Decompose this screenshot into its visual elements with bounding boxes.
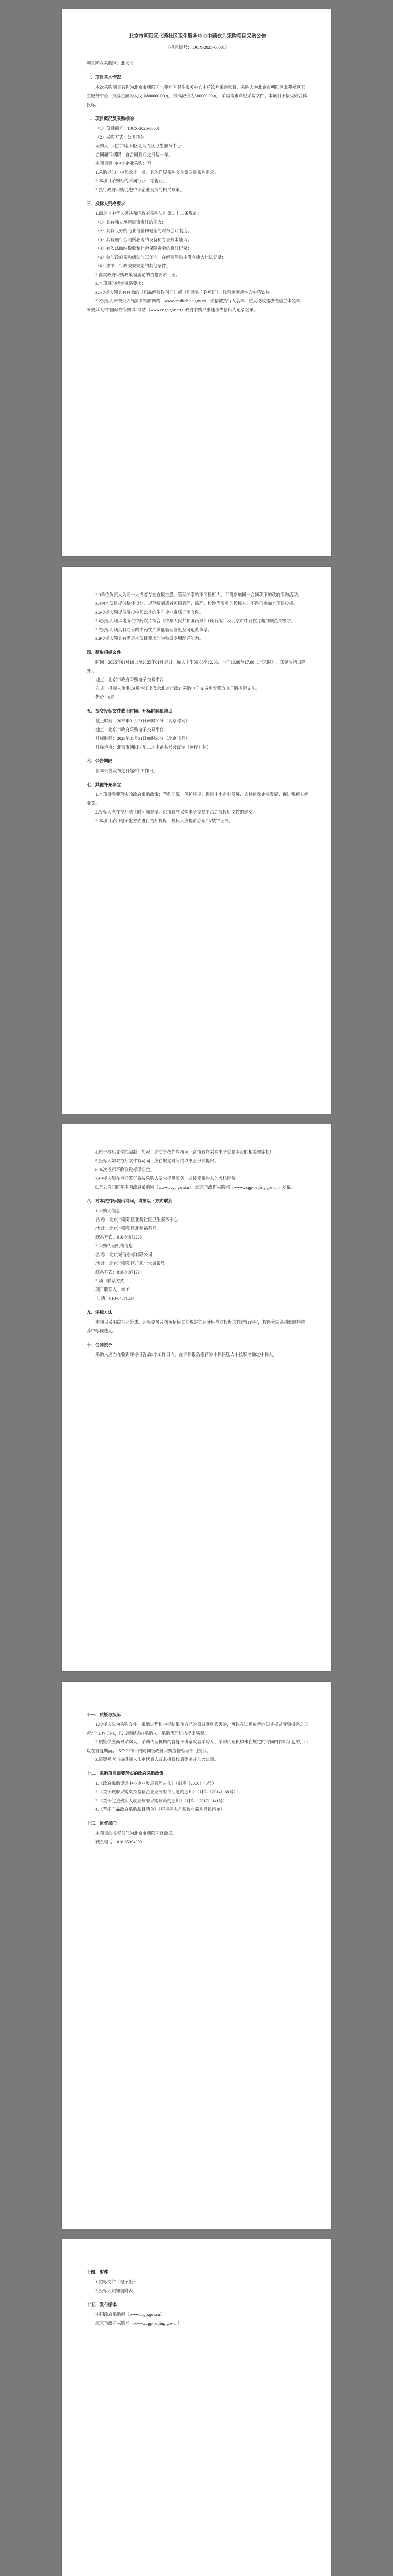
paragraph: 2.投标人应在投标截止时间前登录北京市政府采购电子交易平台完成投标文件的递交。 (95, 810, 257, 815)
section-heading: 五、提交投标文件截止时间、开标时间和地点 (87, 709, 172, 714)
paragraph: 1.满足《中华人民共和国政府采购法》第二十二条规定； (95, 211, 202, 216)
paragraph: 采购人：北京市朝阳区北苑社区卫生服务中心 (95, 144, 181, 148)
section-heading: 二、项目概况及采购标的 (87, 116, 134, 121)
paragraph: 7.中标人须在合同签订后按采购人要求提供服务，并接受采购人的考核评价。 (95, 1176, 240, 1181)
paragraph: 4.《节能产品政府采购品目清单》《环境标志产品政府采购品目清单》 (95, 1807, 225, 1812)
paragraph: （4）有依法缴纳税收和社会保障资金的良好记录； (95, 246, 192, 251)
paragraph: 1.投标人认为采购文件、采购过程和中标结果使自己的权益受到损害的，可以在知道或者应知其权益受到损害之日起7个工作日内，以书面形式向采购人、采购代理机构提出质疑。 (87, 1722, 308, 1736)
paragraph: 3.8投标人须具有满足本项目要求的冷链或专用配送能力。 (95, 636, 204, 641)
section-heading: 十、合同授予 (87, 1343, 112, 1347)
paragraph: 6.本次招标不收取投标保证金。 (95, 1167, 155, 1172)
paragraph: 3.本项目的特定资格要求： (95, 281, 146, 286)
section-heading: 十一、质疑与投诉 (87, 1713, 121, 1717)
paragraph: 开标时间：2025年01月31日09时30分（北京时间） (95, 736, 190, 741)
paragraph: 项目联系人：李工 (95, 1287, 130, 1292)
document-page-3 (62, 1124, 331, 1671)
paragraph: 地点：北京市政府采购电子交易平台 (95, 677, 164, 682)
section-heading: 十二、采购项目需要落实的政府采购政策 (87, 1771, 164, 1776)
paragraph: 5.投标人如对招标文件有疑问，应在规定时间内以书面形式提出。 (95, 1159, 219, 1163)
page-4-content (87, 1710, 308, 1846)
document-page-2 (62, 567, 331, 1114)
paragraph: （6）法律、行政法规规定的其他条件。 (95, 264, 171, 268)
paragraph: 合同履行期限：自合同签订之日起一年。 (95, 152, 173, 157)
document-subtitle: （招标编号：TJCX-2025-00001） (166, 45, 230, 50)
paragraph: 1.招标文件（电子版） (95, 2280, 137, 2284)
paragraph: 截止时间：2025年01月31日09时30分（北京时间） (95, 719, 190, 723)
paragraph: 联系方式：010-84871234 (95, 1270, 142, 1275)
paragraph: 采购人应当在收到评标报告后5个工作日内，在评标报告推荐的中标候选人中按顺序确定中标人。 (95, 1352, 277, 1357)
paragraph: 3.质疑函应当由投标人法定代表人或其授权代表签字并加盖公章。 (95, 1757, 219, 1762)
paragraph: 3.7投标人须具有完善的中药饮片质量管理制度及可追溯体系。 (95, 628, 212, 632)
paragraph: 3.4为本项目提供整体设计、规范编制或者项目管理、监理、检测等服务的投标人，不得再参加本项目投标。 (95, 601, 298, 606)
paragraph: 2.《关于政府采购支持监狱企业发展有关问题的通知》（财库〔2014〕68号） (95, 1790, 238, 1794)
page-2-content (87, 590, 308, 825)
section-heading: 六、公告期限 (87, 759, 112, 764)
section-heading: 四、获取招标文件 (87, 650, 121, 655)
paragraph: 3.2投标人未被列入“信用中国”网站（www.creditchina.gov.cn）失信被执行人名单、重大税收违法失信主体名单，未被列入“中国政府采购网”网站（www.ccgp.gov.cn）政府采购严重违法失信行为记录名单。 (87, 299, 304, 312)
paragraph: 联系方式：010-84872226 (95, 1235, 142, 1240)
paragraph: 项目所在采购区：北京市 (87, 61, 134, 66)
paragraph: 3.项目联系方式 (95, 1279, 125, 1283)
paragraph: 2.投标人须知前附表 (95, 2289, 133, 2293)
paragraph: 3.3单位负责人为同一人或者存在直接控股、管理关系的不同投标人，不得参加同一合同项下的政府采购活动。 (95, 592, 302, 597)
paragraph: 3.6投标人须承诺所供中药饮片符合《中华人民共和国药典》（现行版）及北京市中药饮片炮制规范的要求。 (95, 619, 296, 623)
paragraph: 本项目采用综合评分法。评标委员会按照招标文件规定的评分标准对投标文件进行评审，按得分由高到低顺序推荐中标候选人。 (87, 1320, 305, 1333)
paragraph: （2）采购方式：公开招标 (95, 135, 145, 140)
paragraph: 售价：0元 (95, 695, 115, 700)
paragraph: 地点：北京市政府采购电子交易平台 (95, 727, 164, 732)
section-heading: 一、项目基本情况 (87, 75, 121, 80)
paragraph: 本项目面向中小企业采购：否 (95, 161, 151, 166)
document-title: 北京市朝阳区北苑社区卫生服务中心中药饮片采购项目采购公告 (128, 34, 266, 39)
paragraph: 1.本项目需要落实的政府采购政策：节约能源、保护环境、促进中小企业发展、支持监狱企业发展、促进残疾人就业等。 (87, 792, 308, 806)
paragraph: 2.落实政府采购政策需满足的资格要求：无。 (95, 273, 180, 277)
section-heading: 三、投标人资格要求 (87, 201, 125, 206)
paragraph: 方式：投标人使用CA数字证书登录北京市政府采购电子交易平台获取电子版招标文件。 (95, 686, 260, 691)
paragraph: 电 话：010-84871234 (95, 1296, 135, 1301)
paragraph: 1.采购标的：中药饮片一批，具体详见采购文件第四章采购需求。 (95, 170, 219, 175)
paragraph: 3.1投标人须具有有效的《药品经营许可证》或《药品生产许可证》，经营范围须包含中药饮片。 (95, 290, 274, 295)
paragraph: 中国政府采购网（www.ccgp.gov.cn） (95, 2312, 165, 2317)
paragraph: 时间：2025年01月10日至2025年01月17日，每天上午09:00至12:00，下午13:00至17:00（北京时间，法定节假日除外）。 (87, 660, 306, 673)
paragraph: 本次采购项目名称为北京市朝阳区北苑社区卫生服务中心中药饮片采购项目，采购人为北京市朝阳区北苑社区卫生服务中心，预算金额为人民币800000.00元，最高限价为800000.00元，采购需求详见采购文件。本项目不接受联合体投标。 (87, 85, 307, 107)
section-heading: 七、其他补充事宜 (87, 783, 121, 787)
paragraph: 1.《政府采购促进中小企业发展管理办法》（财库〔2020〕46号） (95, 1781, 217, 1786)
page-3-content (87, 1148, 308, 1359)
document-page-4 (62, 1682, 331, 2229)
paragraph: 4.电子投标文件的编制、加密、递交等操作应按照北京市政府采购电子交易平台的相关规定执行。 (95, 1150, 279, 1155)
document-page-5 (62, 2239, 331, 2576)
page-1-content (87, 59, 308, 314)
paragraph: 自本公告发布之日起5个工作日。 (95, 769, 158, 773)
paragraph: （3）具有履行合同所必需的设备和专业技术能力； (95, 238, 192, 242)
paragraph: 北京市政府采购网（www.ccgp-beijing.gov.cn） (95, 2321, 182, 2326)
section-heading: 十四、附件 (87, 2270, 108, 2275)
paragraph: 2.质疑供应商对采购人、采购代理机构的答复不满意或者采购人、采购代理机构未在规定的时间内作出答复的，可以在答复期满后15个工作日内向同级政府采购监督管理部门投诉。 (87, 1740, 308, 1753)
paragraph: 2.本项目采购标的所属行业：零售业。 (95, 179, 167, 183)
paragraph: 联系电话：010-65094300 (95, 1840, 142, 1844)
paragraph: （2）具有良好的商业信誉和健全的财务会计制度； (95, 229, 192, 233)
section-heading: 十三、监督部门 (87, 1821, 117, 1826)
paragraph: 名 称：北京诚信招标有限公司 (95, 1252, 152, 1257)
paragraph: 8.本公告同时在中国政府采购网（www.ccgp.gov.cn）、北京市政府采购网（www.ccgp-beijing.gov.cn）发布。 (95, 1185, 295, 1190)
paragraph: 本项目的监督部门为北京市朝阳区财政局。 (95, 1831, 177, 1836)
paragraph: 3.5投标人须提供所投中药饮片的生产企业资质证明文件。 (95, 610, 204, 615)
paragraph: 开标地点：北京市朝阳区东三环中路某号会议室（远程开标） (95, 745, 211, 750)
paragraph: （1）项目编号：TJCX-2025-00001 (95, 126, 160, 131)
section-heading: 十五、发布媒体 (87, 2302, 117, 2307)
document-page-1 (62, 9, 331, 556)
paragraph: 3.本项目采用电子化方式进行招标投标，投标人应提前办理CA数字证书。 (95, 819, 233, 823)
paragraph: 3.《关于促进残疾人就业政府采购政策的通知》（财库〔2017〕141号） (95, 1799, 227, 1803)
paragraph: 名 称：北京市朝阳区北苑社区卫生服务中心 (95, 1217, 178, 1222)
paragraph: （5）参加政府采购活动前三年内，在经营活动中没有重大违法记录； (95, 255, 226, 260)
paragraph: （1）具有独立承担民事责任的能力； (95, 220, 166, 225)
paragraph: 地 址：北京市朝阳区广顺北大街某号 (95, 1261, 165, 1266)
section-heading: 八、对本次招标提出询问，请按以下方式联系 (87, 1199, 172, 1204)
paragraph: 3.执行政府采购促进中小企业发展的相关政策。 (95, 188, 185, 192)
section-heading: 九、评标方法 (87, 1310, 112, 1315)
page-5-content (87, 2268, 308, 2328)
paragraph: 2.采购代理机构信息 (95, 1244, 133, 1248)
paragraph: 1.采购人信息 (95, 1209, 120, 1213)
paragraph: 地 址：北京市朝阳区北苑路某号 (95, 1226, 157, 1231)
